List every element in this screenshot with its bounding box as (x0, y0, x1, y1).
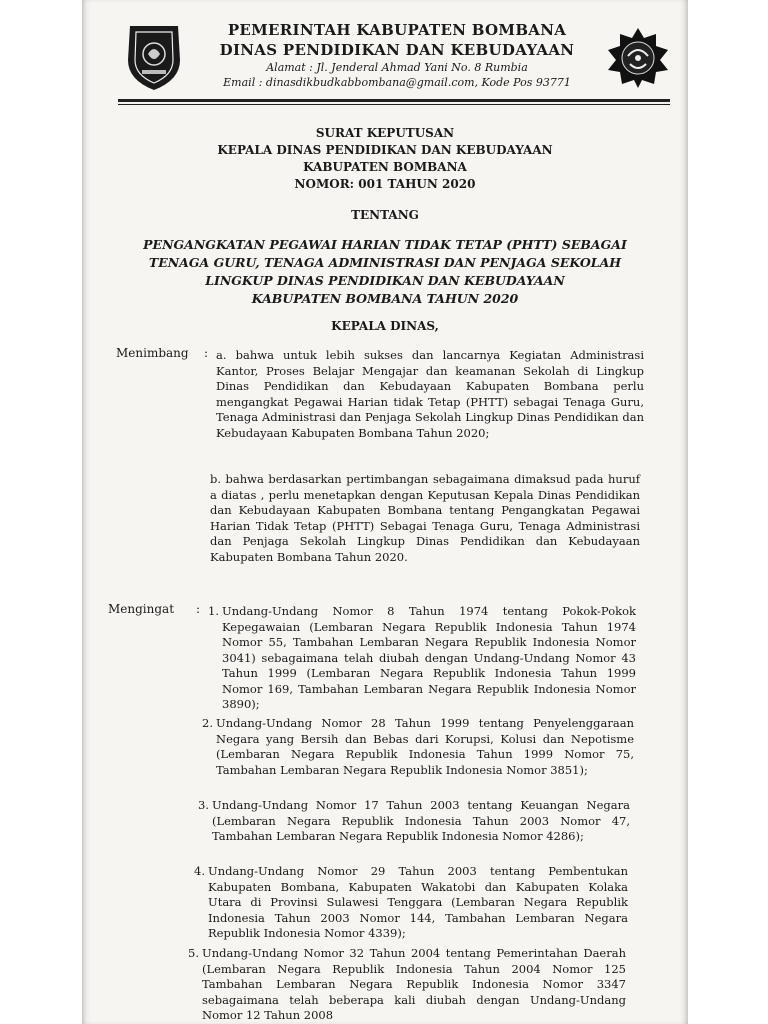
menimbang-point-a: a. bahwa untuk lebih sukses dan lancarnya Kegiatan Administrasi Kantor, Proses Belajar Mengajar dan keamanan Sekolah di Lingkup Dinas Pendidikan dan Kebudayaan Kabupaten Bombana perlu mengangkat Pegawai Harian tidak Tetap (PHTT) sebagai Tenaga Guru, Tenaga Administrasi dan Penjaga Sekolah Lingkup Dinas Pendidikan dan Kebudayaan Kabupaten Bombana Tahun 2020; (216, 348, 644, 440)
letterhead-rule-thick (118, 99, 670, 102)
letterhead-email: Email : dinasdikbudkabbombana@gmail.com, Kode Pos 93771 (223, 76, 571, 89)
document-page (82, 0, 688, 1024)
decree-heading-line-1: SURAT KEPUTUSAN (315, 126, 455, 140)
mengingat-item-1: Undang-Undang Nomor 8 Tahun 1974 tentang Pokok-Pokok Kepegawaian (Lembaran Negara Republik Indonesia Tahun 1974 Nomor 55, Tambahan Lembaran Negara Republik Indonesia Nomor 3041) sebagaimana telah diubah dengan Undang-Undang Nomor 43 Tahun 1999 (Lembaran Negara Republik Indonesia Tahun 1999 Nomor 169, Tambahan Lembaran Negara Republik Indonesia Nomor 3890); (222, 604, 636, 711)
mengingat-item-2: Undang-Undang Nomor 28 Tahun 1999 tentang Penyelenggaraan Negara yang Bersih dan Bebas dari Korupsi, Kolusi dan Nepotisme (Lembaran Negara Republik Indonesia Tahun 1999 Nomor 75, Tambahan Lembaran Negara Republik Indonesia Nomor 3851); (216, 716, 634, 777)
kepala-dinas-heading: KEPALA DINAS, (331, 319, 439, 333)
menimbang-label: Menimbang (116, 346, 189, 360)
letterhead-line-1: PEMERINTAH KABUPATEN BOMBANA (227, 21, 567, 39)
decree-number: NOMOR: 001 TAHUN 2020 (294, 177, 476, 191)
mengingat-item-5-number: 5. (188, 946, 199, 960)
tut-wuri-handayani-logo (606, 26, 670, 90)
mengingat-item-5: Undang-Undang Nomor 32 Tahun 2004 tentang Pemerintahan Daerah (Lembaran Negara Republik Indonesia Tahun 2004 Nomor 125 Tambahan Lembaran Negara Republik Indonesia Nomor 3347 sebagaimana telah beberapa kali diubah dengan Undang-Undang Nomor 12 Tahun 2008 (202, 946, 626, 1022)
mengingat-item-3: Undang-Undang Nomor 17 Tahun 2003 tentang Keuangan Negara (Lembaran Negara Republik Indonesia Tahun 2003 Nomor 47, Tambahan Lembaran Negara Republik Indonesia Nomor 4286); (212, 798, 630, 843)
menimbang-point-b: b. bahwa berdasarkan pertimbangan sebagaimana dimaksud pada huruf a diatas , perlu menetapkan dengan Keputusan Kepala Dinas Pendidikan dan Kebudayaan Kabupaten Bombana tentang Pengangkatan Pegawai Harian Tidak Tetap (PHTT) Sebagai Tenaga Guru, Tenaga Administrasi dan Penjaga Sekolah Lingkup Dinas Pendidikan dan Kebudayaan Kabupaten Bombana Tahun 2020. (210, 472, 640, 564)
letterhead-address: Alamat : Jl. Jenderal Ahmad Yani No. 8 Rumbia (266, 61, 528, 74)
mengingat-item-4: Undang-Undang Nomor 29 Tahun 2003 tentang Pembentukan Kabupaten Bombana, Kabupaten Wakatobi dan Kabupaten Kolaka Utara di Provinsi Sulawesi Tenggara (Lembaran Negara Republik Indonesia Tahun 2003 Nomor 144, Tambahan Lembaran Negara Republik Indonesia Nomor 4339); (208, 864, 628, 940)
mengingat-item-4-number: 4. (194, 864, 205, 878)
subject-line-4: KABUPATEN BOMBANA TAHUN 2020 (251, 291, 519, 306)
mengingat-label: Mengingat (108, 602, 175, 616)
decree-subject (82, 236, 688, 308)
mengingat-item-1-number: 1. (208, 604, 219, 618)
decree-heading-line-2: KEPALA DINAS PENDIDIKAN DAN KEBUDAYAAN (217, 143, 553, 157)
mengingat-colon: : (196, 602, 201, 616)
subject-line-2: TENAGA GURU, TENAGA ADMINISTRASI DAN PENJAGA SEKOLAH (148, 255, 622, 270)
mengingat-item-3-number: 3. (198, 798, 209, 812)
mengingat-item-2-number: 2. (202, 716, 213, 730)
menimbang-colon: : (204, 346, 209, 360)
letterhead-line-2: DINAS PENDIDIKAN DAN KEBUDAYAAN (219, 41, 575, 59)
decree-heading (82, 125, 688, 193)
decree-heading-line-3: KABUPATEN BOMBANA (303, 160, 467, 174)
subject-line-3: LINGKUP DINAS PENDIDIKAN DAN KEBUDAYAAN (205, 273, 565, 288)
bombana-regency-logo (122, 20, 186, 92)
letterhead (202, 20, 592, 90)
letterhead-rule-thin (118, 104, 670, 105)
subject-line-1: PENGANGKATAN PEGAWAI HARIAN TIDAK TETAP (PHTT) SEBAGAI (143, 237, 627, 252)
tentang-heading: TENTANG (351, 208, 419, 222)
